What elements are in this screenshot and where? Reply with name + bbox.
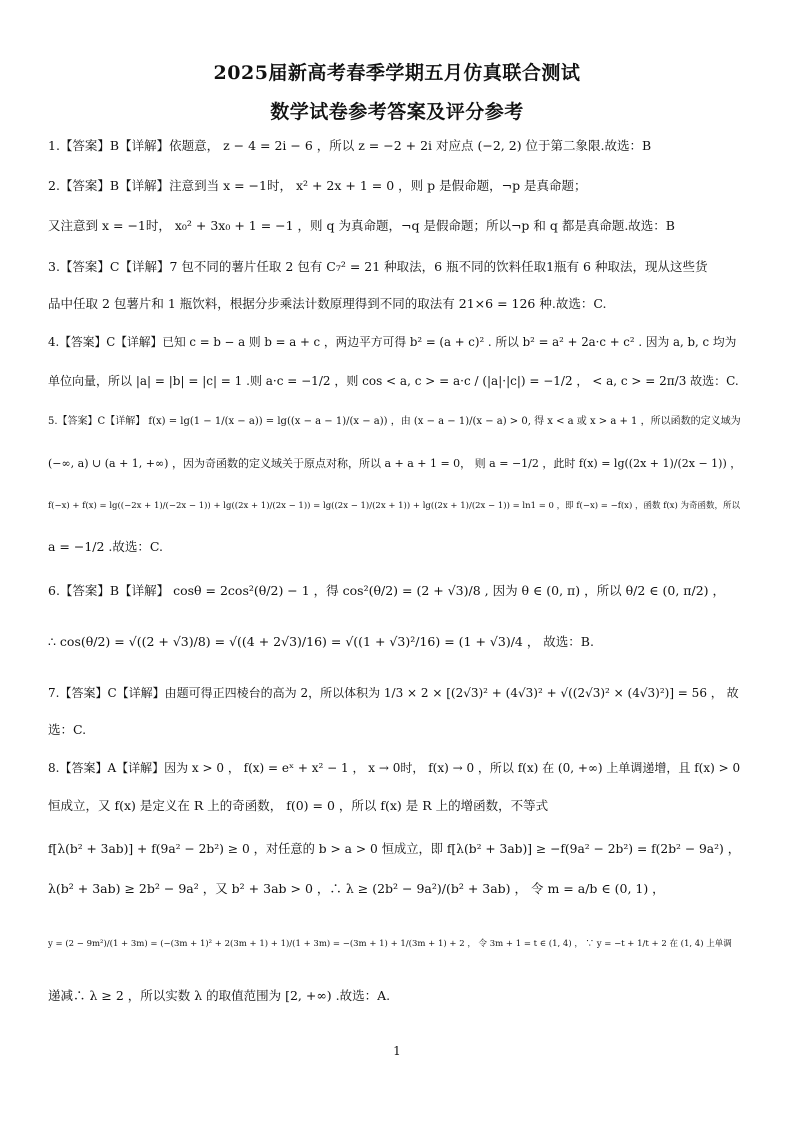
answer-7-line-2: 选：C. bbox=[48, 722, 87, 737]
answer-2-line-1: 2.【答案】B【详解】注意到当 x = −1时， x² + 2x + 1 = 0 ，则 p 是假命题，¬p 是真命题； bbox=[48, 178, 587, 193]
answer-4-line-2: 单位向量，所以 |a| = |b| = |c| = 1 .则 a·c = −1/2 ，则 cos < a, c > = a·c / (|a|·|c|) = −1/2 ， < a, c > = 2π/3 故选：C. bbox=[48, 374, 739, 388]
page-number: 1 bbox=[393, 1044, 401, 1058]
answer-5-line-4: a = −1/2 .故选：C. bbox=[48, 539, 164, 554]
answer-2-line-2: 又注意到 x = −1时， x₀² + 3x₀ + 1 = −1 ，则 q 为真命题，¬q 是假命题；所以¬p 和 q 都是真命题.故选：B bbox=[48, 218, 675, 233]
answer-5-line-3: f(−x) + f(x) = lg((−2x + 1)/(−2x − 1)) + lg((2x + 1)/(2x − 1)) = lg((2x − 1)/(2x + 1)) + lg((2x + 1)/(2x − 1)) = ln1 = 0 ，即 f(−x) = −f(x) ，函数 f(x) 为奇函数，所以 bbox=[48, 501, 740, 511]
document-subtitle: 数学试卷参考答案及评分参考 bbox=[270, 101, 524, 123]
answer-6-line-2: ∴ cos(θ/2) = √((2 + √3)/8) = √((4 + 2√3)/16) = √((1 + √3)²/16) = (1 + √3)/4 ， 故选：B. bbox=[48, 634, 594, 649]
document-title: 2025届新高考春季学期五月仿真联合测试 bbox=[213, 62, 581, 84]
answer-5-line-2: (−∞, a) ∪ (a + 1, +∞) ，因为奇函数的定义域关于原点对称，所以 a + a + 1 = 0， 则 a = −1/2 ，此时 f(x) = lg((2x + 1)/(2x − 1)) ， bbox=[48, 457, 742, 470]
answer-8-line-2: 恒成立，又 f(x) 是定义在 R 上的奇函数， f(0) = 0 ，所以 f(x) 是 R 上的增函数，不等式 bbox=[48, 798, 549, 813]
answer-4-line-1: 4.【答案】C【详解】已知 c = b − a 则 b = a + c ，两边平方可得 b² = (a + c)² . 所以 b² = a² + 2a·c + c² . 因为 a, b, c 均为 bbox=[48, 335, 737, 349]
answer-8-line-3: f[λ(b² + 3ab)] + f(9a² − 2b²) ≥ 0 ，对任意的 b > a > 0 恒成立，即 f[λ(b² + 3ab)] ≥ −f(9a² − 2b²) = f(2b² − 9a²) ， bbox=[48, 842, 740, 856]
answer-3-line-1: 3.【答案】C【详解】7 包不同的薯片任取 2 包有 C₇² = 21 种取法，6 瓶不同的饮料任取1瓶有 6 种取法，现从这些货 bbox=[48, 259, 708, 274]
answer-8-line-6: 递减∴ λ ≥ 2 ，所以实数 λ 的取值范围为 [2, +∞) .故选：A. bbox=[48, 988, 391, 1003]
answer-3-line-2: 品中任取 2 包薯片和 1 瓶饮料，根据分步乘法计数原理得到不同的取法有 21×6 = 126 种.故选：C. bbox=[48, 296, 607, 311]
answer-8-line-4: λ(b² + 3ab) ≥ 2b² − 9a² ，又 b² + 3ab > 0 ，∴ λ ≥ (2b² − 9a²)/(b² + 3ab) ， 令 m = a/b ∈ (0, 1) ， bbox=[48, 881, 665, 896]
answer-8-line-1: 8.【答案】A【详解】因为 x > 0 ， f(x) = eˣ + x² − 1 ， x → 0时， f(x) → 0 ，所以 f(x) 在 (0, +∞) 上单调递增，且 f(x) > 0 bbox=[48, 761, 741, 775]
answer-6-line-1: 6.【答案】B【详解】 cosθ = 2cos²(θ/2) − 1 ，得 cos²(θ/2) = (2 + √3)/8 , 因为 θ ∈ (0, π) ，所以 θ/2 ∈ (0, π/2) ， bbox=[48, 583, 725, 598]
answer-8-line-5: y = (2 − 9m²)/(1 + 3m) = (−(3m + 1)² + 2(3m + 1) + 1)/(1 + 3m) = −(3m + 1) + 1/(3m + 1) + 2 ， 令 3m + 1 = t ∈ (1, 4) ， ∵ y = −t + 1/t + 2 在 (1, 4) 上单调 bbox=[48, 939, 732, 949]
answer-7-line-1: 7.【答案】C【详解】由题可得正四棱台的高为 2，所以体积为 1/3 × 2 × [(2√3)² + (4√3)² + √((2√3)² × (4√3)²)] = 56 ， 故 bbox=[48, 686, 739, 700]
answer-5-line-1: 5.【答案】C【详解】 f(x) = lg(1 − 1/(x − a)) = lg((x − a − 1)/(x − a)) ，由 (x − a − 1)/(x − a) > 0, 得 x < a 或 x > a + 1 ，所以函数的定义域为 bbox=[48, 416, 741, 427]
answer-1: 1.【答案】B【详解】依题意， z − 4 = 2i − 6 ，所以 z = −2 + 2i 对应点 (−2, 2) 位于第二象限.故选：B bbox=[48, 138, 652, 153]
